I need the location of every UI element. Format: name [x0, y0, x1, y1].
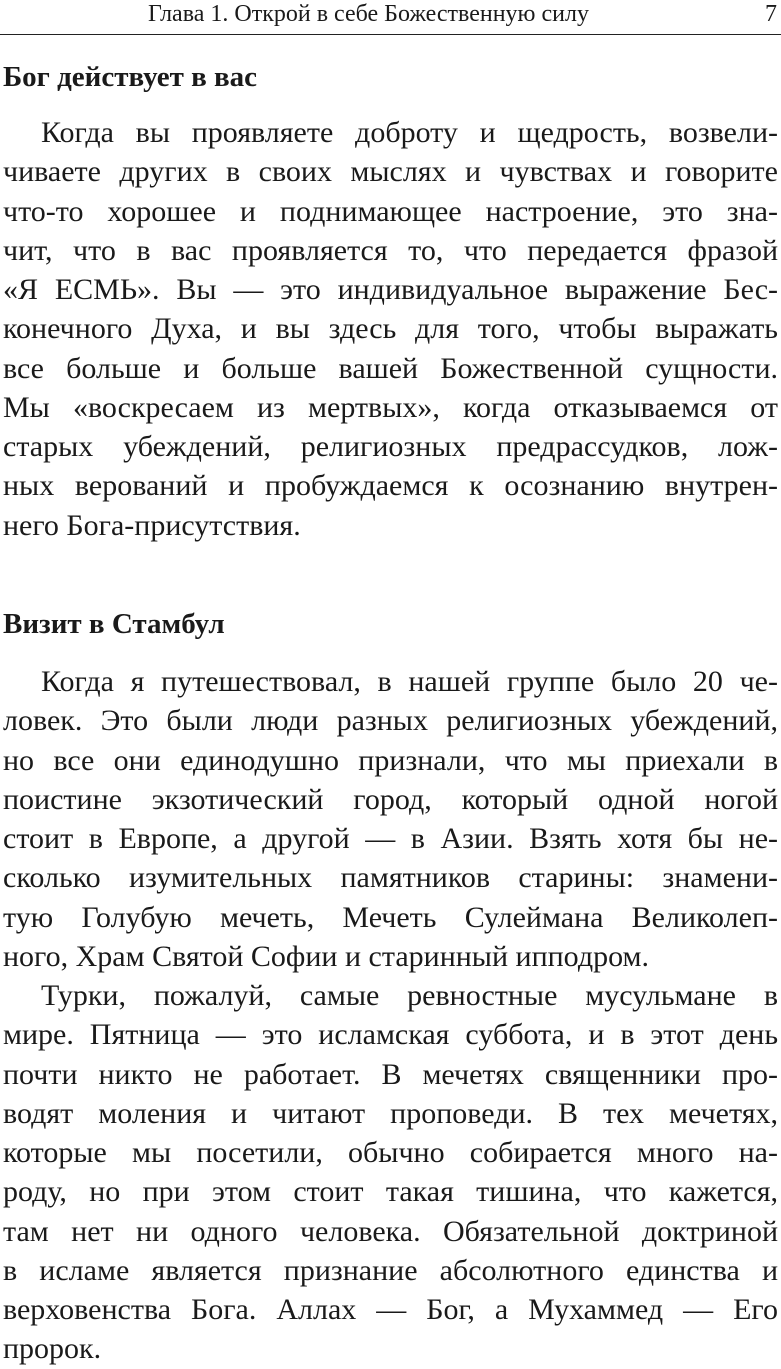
text-line: тую Голубую мечеть, Мечеть Сулеймана Великолеп- [3, 900, 778, 934]
text-line: Мы «воскресаем из мертвых», когда отказываемся от [3, 390, 778, 424]
text-line: ного, Храм Святой Софии и старинный ипподром. [3, 939, 649, 973]
text-line: в исламе является признание абсолютного единства и [3, 1253, 778, 1287]
paragraph-istanbul-1 [3, 662, 778, 976]
text-line: него Бога-присутствия. [3, 508, 301, 542]
running-title: Глава 1. Открой в себе Божественную силу [148, 1, 589, 27]
text-line: поистине экзотический город, который одной ногой [3, 782, 778, 816]
text-line: стоит в Европе, а другой — в Азии. Взять хотя бы не- [3, 822, 778, 855]
text-line: что-то хорошее и поднимающее настроение, это зна- [3, 194, 778, 228]
text-line: мире. Пятница — это исламская суббота, и в этот день [3, 1018, 778, 1052]
text-line: Когда я путешествовал, в нашей группе было 20 че- [41, 665, 778, 698]
text-line: чит, что в вас проявляется то, что передается фразой [3, 233, 778, 267]
text-line: сколько изумительных памятников старины: знамени- [3, 861, 778, 895]
text-line: Когда вы проявляете доброту и щедрость, возвели- [41, 116, 778, 149]
text-line: почти никто не работает. В мечетях священники про- [3, 1057, 778, 1091]
text-line: старых убеждений, религиозных предрассудков, лож- [3, 430, 778, 463]
text-line: водят моления и читают проповеди. В тех мечетях, [3, 1096, 778, 1130]
text-line: конечного Духа, и вы здесь для того, чтобы выражать [3, 312, 778, 346]
text-line: чиваете других в своих мыслях и чувствах и говорите [3, 155, 778, 189]
text-line: пророк. [3, 1332, 102, 1366]
text-line: ных верований и пробуждаемся к осознанию внутрен- [3, 469, 778, 503]
paragraph-god-acts [3, 113, 778, 545]
section-heading-god-acts: Бог действует в вас [3, 61, 258, 93]
text-line: «Я ЕСМЬ». Вы — это индивидуальное выражение Бес- [3, 273, 778, 306]
text-line: там нет ни одного человека. Обязательной доктриной [3, 1214, 778, 1248]
section-heading-istanbul: Визит в Стамбул [3, 608, 225, 640]
page-number: 7 [765, 1, 777, 27]
text-line: верховенства Бога. Аллах — Бог, а Мухаммед — Его [3, 1293, 778, 1326]
text-line: которые мы посетили, обычно собирается много на- [3, 1136, 778, 1169]
paragraph-istanbul-2 [3, 976, 778, 1369]
text-line: но все они единодушно признали, что мы приехали в [3, 743, 778, 777]
text-line: роду, но при этом стоит такая тишина, что кажется, [3, 1175, 778, 1209]
text-line: ловек. Это были люди разных религиозных убеждений, [3, 704, 778, 738]
text-line: Турки, пожалуй, самые ревностные мусульмане в [41, 979, 778, 1012]
text-line: все больше и больше вашей Божественной сущности. [3, 351, 778, 385]
running-head [0, 0, 781, 35]
